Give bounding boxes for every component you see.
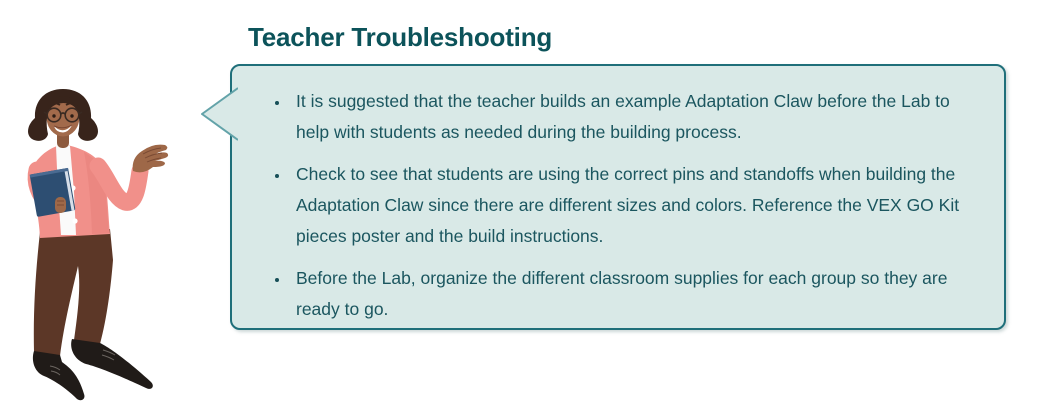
tip-item: • Before the Lab, organize the different classroom supplies for each group so they are ready to go.	[290, 263, 962, 325]
tip-item: • Check to see that students are using the correct pins and standoffs when building the Adaptation Claw since there are different sizes and colors. Reference the VEX GO Kit pieces poster and the build instructions.	[290, 159, 962, 252]
button	[72, 218, 77, 223]
tip-item: • It is suggested that the teacher builds an example Adaptation Claw before the Lab to help with students as needed during the building process.	[290, 86, 962, 148]
callout-tail-icon	[196, 86, 238, 142]
page-title: Teacher Troubleshooting	[248, 22, 553, 52]
teacher-tip-callout	[230, 64, 1006, 330]
eye	[52, 114, 55, 117]
eye	[70, 114, 73, 117]
left-hand	[55, 197, 66, 213]
book	[30, 168, 76, 217]
tip-list	[260, 86, 968, 325]
right-hand	[133, 145, 168, 173]
pants	[34, 228, 113, 356]
